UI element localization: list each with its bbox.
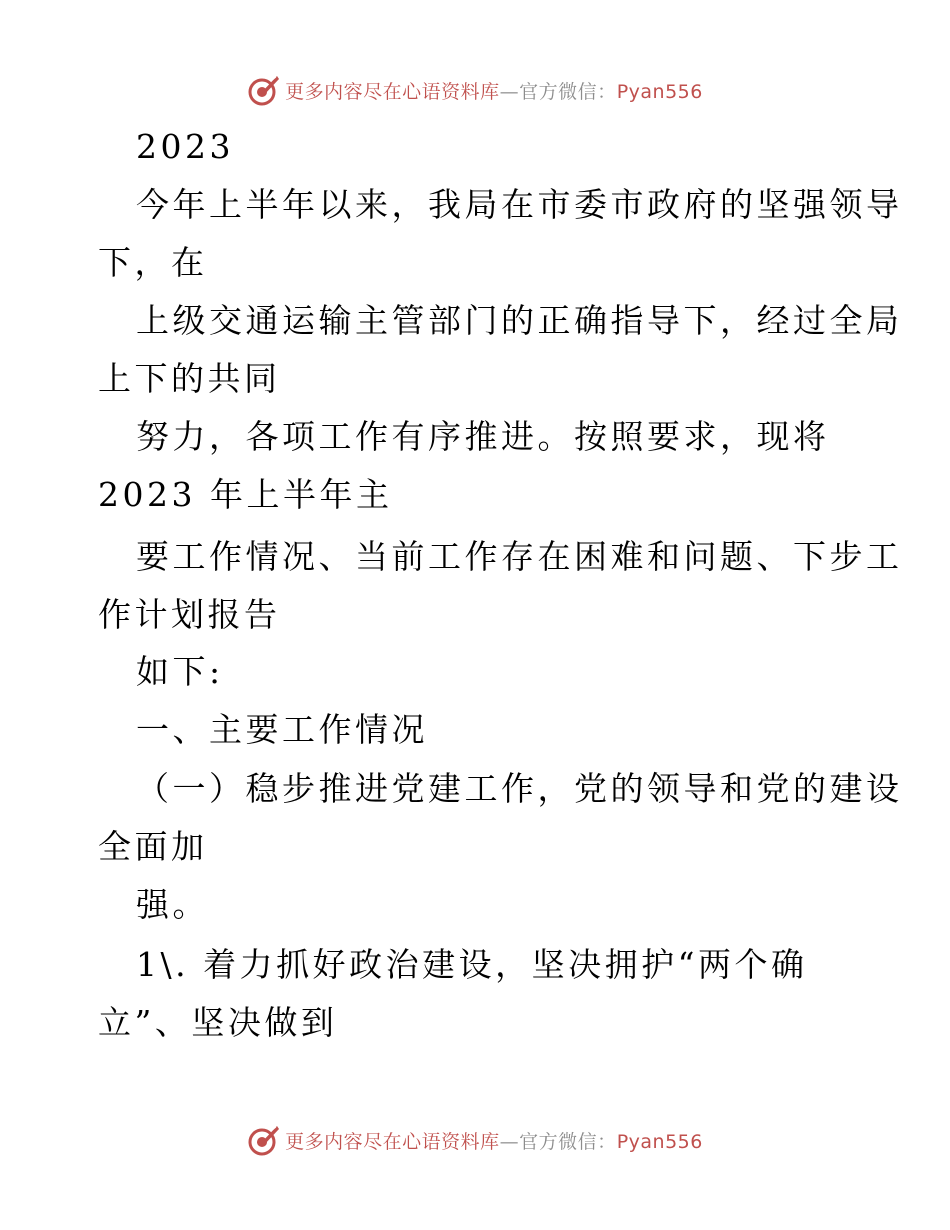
doc-line: 要工作情况、当前工作存在困难和问题、下步工 (136, 537, 903, 576)
doc-line: 全面加 (98, 827, 208, 866)
list-item-1: 1\. 着力抓好政治建设，坚决拥护“两个确 (136, 945, 808, 984)
doc-line: 强。 (136, 885, 209, 924)
section-heading: 一、主要工作情况 (136, 710, 428, 749)
doc-line: 上级交通运输主管部门的正确指导下，经过全局 (136, 301, 903, 340)
watermark-wechat-label: 官方微信： (519, 80, 617, 103)
quill-seal-icon (247, 1123, 281, 1157)
doc-line: 努力，各项工作有序推进。按照要求，现将 (136, 417, 830, 456)
doc-line: 下，在 (98, 243, 208, 282)
watermark-separator: — (499, 80, 520, 103)
doc-line: 今年上半年以来，我局在市委市政府的坚强领导 (136, 185, 903, 224)
doc-line: 如下: (136, 652, 224, 691)
doc-line: 2023 年上半年主 (98, 475, 393, 514)
watermark-footer (0, 1120, 950, 1160)
watermark-wechat-id: Pyan556 (616, 80, 703, 103)
subsection-heading: （一）稳步推进党建工作，党的领导和党的建设 (136, 769, 903, 808)
doc-line-year: 2023 (136, 127, 234, 166)
watermark-wechat-id: Pyan556 (616, 1130, 703, 1153)
watermark-wechat-label: 官方微信： (519, 1130, 617, 1153)
doc-line: 上下的共同 (98, 359, 281, 398)
watermark-separator: — (499, 1130, 520, 1153)
doc-line: 立”、坚决做到 (98, 1003, 338, 1042)
watermark-brand: 更多内容尽在心语资料库 (285, 1130, 500, 1153)
doc-line: 作计划报告 (98, 595, 281, 634)
watermark-text (285, 1127, 703, 1154)
watermark-brand: 更多内容尽在心语资料库 (285, 80, 500, 103)
